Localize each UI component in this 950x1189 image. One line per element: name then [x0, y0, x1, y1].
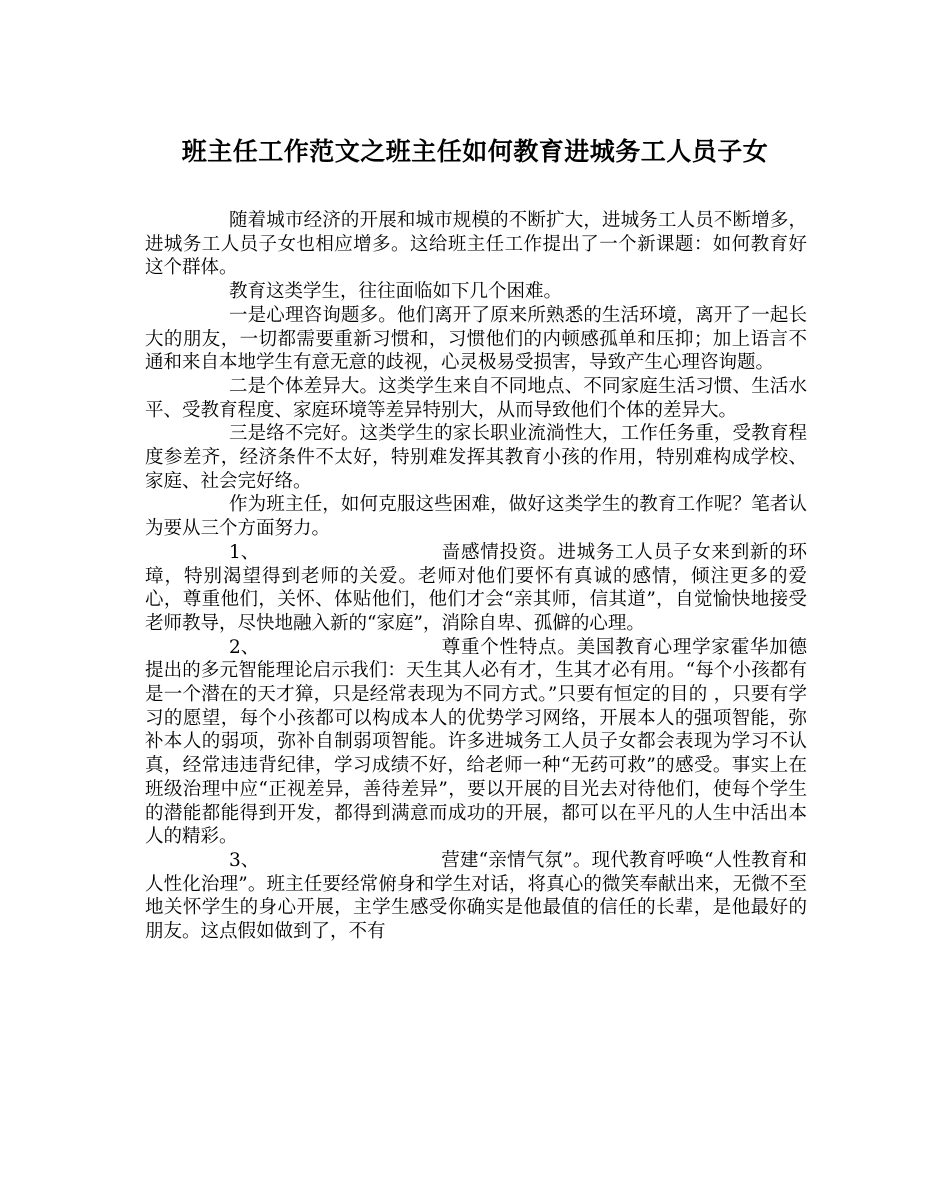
paragraph: 三是络不完好。这类学生的家长职业流淌性大，工作任务重，受教育程度参差齐，经济条件不太好，特别难发挥其教育小孩的作用，特别难构成学校、家庭、社会完好络。 [145, 423, 807, 492]
numbered-paragraph [145, 541, 807, 636]
document-body [145, 209, 807, 944]
paragraph-text: 啬感情投资。进城务工人员子女来到新的环璋，特别渴望得到老师的关爱。老师对他们要怀有真诚的感情，倾注更多的爱心，尊重他们，关怀、体贴他们，他们才会“亲其师，信其道”，自觉愉快地接受老师教导，尽快地融入新的“家庭”，消除自卑、孤僻的心理。 [145, 541, 807, 634]
paragraph: 一是心理咨询题多。他们离开了原来所熟悉的生活环境，离开了一起长大的朋友，一切都需要重新习惯和，习惯他们的内顿感孤单和压抑；加上语言不通和来自本地学生有意无意的歧视，心灵极易受损害，导致产生心理咨询题。 [145, 304, 807, 374]
paragraph-text: 尊重个性特点。美国教育心理学家霍华加德提出的多元智能理论启示我们：天生其人必有才，生其才必有用。“每个小孩都有是一个潜在的天才獐，只是经常表现为不同方式。”只要有恒定的目的 ，只要有学习的愿望，每个小孩都可以构成本人的优势学习网络，开展本人的强项智能，弥补本人的弱项，弥补自制弱项智能。许多进城务工人员子女都会表现为学习不认真，经常违违背纪律，学习成绩不好，给老师一种“无药可救”的感受。事实上在班级治理中应“正视差异，善待差异”，要以开展的目光去对待他们，使每个学生的潜能都能得到开发，都得到满意而成功的开展，都可以在平凡的人生中活出本人的精彩。 [145, 636, 807, 848]
numbered-paragraph [145, 636, 807, 849]
paragraph-number: 3、 [229, 849, 260, 871]
paragraph: 随着城市经济的开展和城市规模的不断扩大，进城务工人员不断增多，进城务工人员子女也相应增多。这给班主任工作提出了一个新课题：如何教育好这个群体。 [145, 210, 807, 279]
paragraph-number: 1、 [229, 541, 260, 563]
paragraph: 教育这类学生，往往面临如下几个困难。 [229, 281, 563, 303]
paragraph: 作为班主任，如何克服这些困难，做好这类学生的教育工作呢？笔者认为要从三个方面努力。 [145, 494, 807, 540]
paragraph: 二是个体差异大。这类学生来自不同地点、不同家庭生活习惯、生活水平、受教育程度、家庭环境等差异特别大，从而导致他们个体的差异大。 [145, 375, 807, 421]
document-title: 班主任工作范文之班主任如何教育进城务工人员子女 [181, 137, 769, 166]
paragraph-number: 2、 [229, 636, 260, 658]
paragraph-text: 营建“亲情气氛”。现代教育呼唤“人性教育和人性化治理”。班主任要经常俯身和学生对话，将真心的微笑奉献出来，无微不至地关怀学生的身心开展，主学生感受你确实是他最值的信任的长辈，是他最好的朋友。这点假如做到了，不有 [145, 849, 807, 943]
numbered-paragraph [145, 849, 807, 944]
